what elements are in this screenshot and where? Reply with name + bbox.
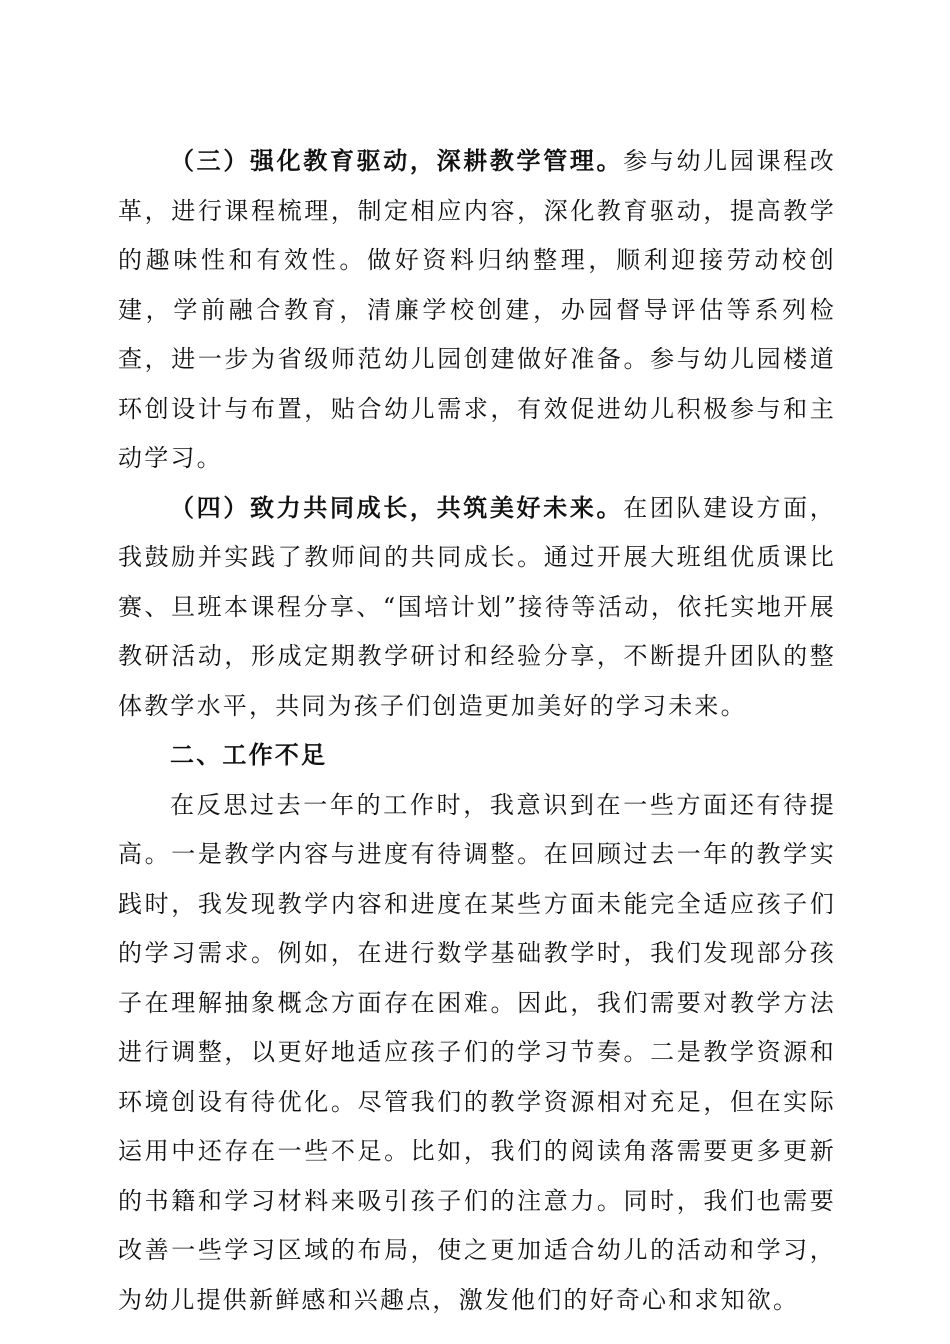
paragraph-section-4 xyxy=(118,484,836,732)
document-page xyxy=(118,137,836,1325)
section-3-body: 参与幼儿园课程改革，进行课程梳理，制定相应内容，深化教育驱动，提高教学的趣味性和有效性。做好资料归纳整理，顺利迎接劳动校创建，学前融合教育，清廉学校创建，办园督导评估等系列检查，进一步为省级师范幼儿园创建做好准备。参与幼儿园楼道环创设计与布置，贴合幼儿需求，有效促进幼儿积极参与和主动学习。 xyxy=(118,147,836,472)
section-3-lead: （三）强化教育驱动，深耕教学管理。 xyxy=(170,147,624,175)
paragraph-deficiencies: 在反思过去一年的工作时，我意识到在一些方面还有待提高。一是教学内容与进度有待调整。在回顾过去一年的教学实践时，我发现教学内容和进度在某些方面未能完全适应孩子们的学习需求。例如，在进行数学基础教学时，我们发现部分孩子在理解抽象概念方面存在困难。因此，我们需要对教学方法进行调整，以更好地适应孩子们的学习节奏。二是教学资源和环境创设有待优化。尽管我们的教学资源相对充足，但在实际运用中还存在一些不足。比如，我们的阅读角落需要更多更新的书籍和学习材料来吸引孩子们的注意力。同时，我们也需要改善一些学习区域的布局，使之更加适合幼儿的活动和学习，为幼儿提供新鲜感和兴趣点，激发他们的好奇心和求知欲。 xyxy=(118,790,836,1314)
section-4-body: 在团队建设方面，我鼓励并实践了教师间的共同成长。通过开展大班组优质课比赛、旦班本课程分享、“国培计划”接待等活动，依托实地开展教研活动，形成定期教学研讨和经验分享，不断提升团队的整体教学水平，共同为孩子们创造更加美好的学习未来。 xyxy=(118,493,836,720)
paragraph-section-3 xyxy=(118,137,836,484)
section-4-lead: （四）致力共同成长，共筑美好未来。 xyxy=(170,493,624,522)
heading-work-deficiencies: 二、工作不足 xyxy=(170,741,328,769)
